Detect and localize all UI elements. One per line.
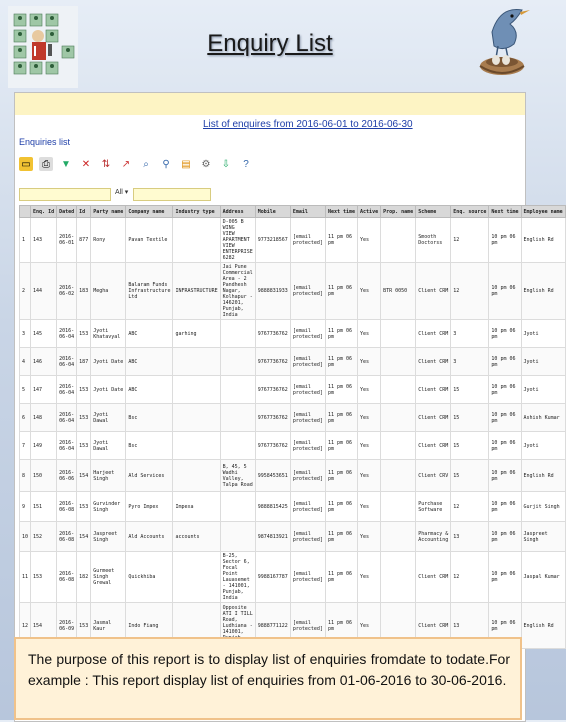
table-cell: [email protected] bbox=[290, 404, 325, 432]
table-row[interactable] bbox=[20, 218, 566, 263]
table-row[interactable] bbox=[20, 320, 566, 348]
column-header[interactable]: Active bbox=[358, 206, 381, 218]
table-cell: 12 bbox=[451, 552, 489, 603]
table-cell: Yes bbox=[358, 552, 381, 603]
table-cell: 10 pm 06 pm bbox=[489, 263, 521, 320]
report-subtitle: Enquiries list bbox=[19, 137, 71, 147]
table-cell: Yes bbox=[358, 460, 381, 492]
table-cell: Yes bbox=[358, 432, 381, 460]
table-row[interactable] bbox=[20, 460, 566, 492]
table-cell: Client CRM bbox=[416, 552, 451, 603]
enquiries-table bbox=[19, 205, 566, 649]
table-cell bbox=[173, 376, 220, 404]
table-cell: 145 bbox=[31, 320, 57, 348]
column-header[interactable]: Email bbox=[290, 206, 325, 218]
table-cell: Jyoti Dawal bbox=[91, 432, 126, 460]
table-cell: Jyoti Khatavyal bbox=[91, 320, 126, 348]
table-cell: [email protected] bbox=[290, 432, 325, 460]
table-cell: 151 bbox=[31, 492, 57, 522]
table-cell: ABC bbox=[126, 376, 173, 404]
table-cell bbox=[173, 348, 220, 376]
table-cell: 11 pm 06 pm bbox=[325, 376, 357, 404]
table-cell: B, 45, 5 Wadhi Valley, Talpa Road bbox=[220, 460, 255, 492]
search-icon[interactable]: ⚲ bbox=[162, 158, 170, 170]
table-cell: Client CRM bbox=[416, 603, 451, 649]
table-cell: English Rd bbox=[521, 218, 565, 263]
table-cell bbox=[381, 218, 416, 263]
table-cell: 149 bbox=[31, 432, 57, 460]
table-cell: B-25, Sector 6, Focal Point Lauasemet - 141001, Punjab, India bbox=[220, 552, 255, 603]
table-cell: 9767736762 bbox=[255, 320, 290, 348]
table-cell: Pyro Impex bbox=[126, 492, 173, 522]
table-cell: 9988167787 bbox=[255, 552, 290, 603]
table-cell: 10 pm 06 pm bbox=[489, 348, 521, 376]
table-cell: Ashish Kumar bbox=[521, 404, 565, 432]
table-cell: 153 bbox=[77, 603, 91, 649]
table-cell: 1 bbox=[20, 218, 31, 263]
table-cell: 2016-06-08 bbox=[57, 522, 77, 552]
table-cell: Gurvinder Singh bbox=[91, 492, 126, 522]
table-cell: ABC bbox=[126, 348, 173, 376]
description-note: The purpose of this report is to display list of enquiries fromdate to todate.For example : This report display list of enquiries from 01-06-2016 to 30-06-2016. bbox=[14, 637, 522, 720]
table-cell: BTR 0050 bbox=[381, 263, 416, 320]
table-cell: English Rd bbox=[521, 603, 565, 649]
table-cell: [email protected] bbox=[290, 263, 325, 320]
table-cell bbox=[173, 404, 220, 432]
bird-nest-logo-icon bbox=[470, 2, 534, 86]
column-header[interactable] bbox=[20, 206, 31, 218]
table-cell: 9767736762 bbox=[255, 404, 290, 432]
table-cell: Yes bbox=[358, 263, 381, 320]
column-header[interactable]: Next time bbox=[489, 206, 521, 218]
column-header[interactable]: Enq. source bbox=[451, 206, 489, 218]
table-cell: Impexa bbox=[173, 492, 220, 522]
table-cell: 150 bbox=[31, 460, 57, 492]
table-cell: 11 pm 06 pm bbox=[325, 263, 357, 320]
table-cell: Yes bbox=[358, 376, 381, 404]
table-cell bbox=[220, 432, 255, 460]
table-row[interactable] bbox=[20, 348, 566, 376]
table-cell: 8 bbox=[20, 460, 31, 492]
table-cell bbox=[381, 552, 416, 603]
table-cell: 4 bbox=[20, 348, 31, 376]
table-cell: INFRASTRUCTURE bbox=[173, 263, 220, 320]
table-cell: 147 bbox=[31, 376, 57, 404]
table-cell: ABC bbox=[126, 320, 173, 348]
table-cell: 153 bbox=[77, 492, 91, 522]
table-cell: 7 bbox=[20, 432, 31, 460]
table-cell: 3 bbox=[20, 320, 31, 348]
table-cell: Client CRV bbox=[416, 460, 451, 492]
table-cell: Harjeet Singh bbox=[91, 460, 126, 492]
table-cell: Jyoti Date bbox=[91, 348, 126, 376]
table-cell: Client CRM bbox=[416, 432, 451, 460]
table-cell: Gurjit Singh bbox=[521, 492, 565, 522]
help-icon[interactable]: ? bbox=[243, 158, 249, 170]
table-cell: Jyoti bbox=[521, 376, 565, 404]
table-cell: 12 bbox=[451, 218, 489, 263]
table-cell: 146 bbox=[31, 348, 57, 376]
table-cell: [email protected] bbox=[290, 348, 325, 376]
export-icon[interactable]: ↗ bbox=[121, 158, 131, 170]
column-header[interactable]: Address bbox=[220, 206, 255, 218]
table-cell: 148 bbox=[31, 404, 57, 432]
table-cell: Jai Pune Commercial Area - 2 Pandhesh Nagar, Kolhapur - 146201, Punjab, India bbox=[220, 263, 255, 320]
column-header[interactable]: Next time bbox=[325, 206, 357, 218]
table-cell: 12 bbox=[20, 603, 31, 649]
table-cell bbox=[220, 376, 255, 404]
table-cell: 11 pm 06 pm bbox=[325, 460, 357, 492]
table-cell: 877 bbox=[77, 218, 91, 263]
table-cell: 9888771122 bbox=[255, 603, 290, 649]
table-cell: 9874813921 bbox=[255, 522, 290, 552]
table-cell: 15 bbox=[451, 460, 489, 492]
table-cell: 2016-06-04 bbox=[57, 432, 77, 460]
table-cell: Jasmal Kaur bbox=[91, 603, 126, 649]
table-cell: 2016-06-04 bbox=[57, 348, 77, 376]
column-header[interactable]: Prop. name bbox=[381, 206, 416, 218]
table-cell: Indo Fiang bbox=[126, 603, 173, 649]
table-cell: 10 pm 06 pm bbox=[489, 404, 521, 432]
print-icon[interactable]: ⎙ bbox=[39, 157, 53, 171]
table-cell bbox=[173, 218, 220, 263]
table-cell: 6 bbox=[20, 404, 31, 432]
table-cell: 9958453651 bbox=[255, 460, 290, 492]
table-cell: Smooth Doctorss bbox=[416, 218, 451, 263]
table-cell: Megha bbox=[91, 263, 126, 320]
table-cell: 11 pm 06 pm bbox=[325, 492, 357, 522]
table-cell: 12 bbox=[451, 263, 489, 320]
table-cell: Jyoti bbox=[521, 348, 565, 376]
table-cell: 11 pm 06 pm bbox=[325, 432, 357, 460]
table-cell: 2016-06-04 bbox=[57, 404, 77, 432]
table-cell: 153 bbox=[31, 552, 57, 603]
table-cell: Bsc bbox=[126, 432, 173, 460]
table-cell: 154 bbox=[77, 522, 91, 552]
report-panel bbox=[14, 92, 563, 722]
table-cell: 9 bbox=[20, 492, 31, 522]
table-cell: Jaspreet Singh bbox=[521, 522, 565, 552]
column-header[interactable]: Dated bbox=[57, 206, 77, 218]
table-cell bbox=[173, 460, 220, 492]
table-cell bbox=[381, 320, 416, 348]
table-cell: 2016-06-06 bbox=[57, 460, 77, 492]
table-cell: D-005 B WING VIEW APARTMENT VIEW ENTERPRISE 6282 bbox=[220, 218, 255, 263]
table-cell: 10 pm 06 pm bbox=[489, 603, 521, 649]
table-cell: 11 pm 06 pm bbox=[325, 522, 357, 552]
download-icon[interactable]: ⇩ bbox=[221, 158, 231, 170]
table-row[interactable] bbox=[20, 263, 566, 320]
table-cell: 10 pm 06 pm bbox=[489, 320, 521, 348]
table-row[interactable] bbox=[20, 432, 566, 460]
table-cell: Ald Accounts bbox=[126, 522, 173, 552]
table-cell: 11 pm 06 pm bbox=[325, 404, 357, 432]
table-cell: [email protected] bbox=[290, 522, 325, 552]
table-cell: 153 bbox=[77, 404, 91, 432]
table-cell: 13 bbox=[451, 603, 489, 649]
column-header[interactable]: Employee name bbox=[521, 206, 565, 218]
table-cell: Jaspal Kumar bbox=[521, 552, 565, 603]
table-cell: 3 bbox=[451, 320, 489, 348]
table-cell: [email protected] bbox=[290, 460, 325, 492]
table-row[interactable] bbox=[20, 404, 566, 432]
search-input[interactable] bbox=[19, 188, 111, 201]
filter-icon[interactable]: ▼ bbox=[61, 158, 71, 170]
table-cell bbox=[173, 552, 220, 603]
table-cell bbox=[220, 320, 255, 348]
document-icon[interactable]: ▤ bbox=[181, 158, 191, 170]
table-cell: 11 pm 06 pm bbox=[325, 320, 357, 348]
column-header[interactable]: Industry type bbox=[173, 206, 220, 218]
table-cell: Yes bbox=[358, 320, 381, 348]
table-cell: 187 bbox=[77, 348, 91, 376]
table-cell: 2016-06-01 bbox=[57, 218, 77, 263]
table-cell: Pavan Textile bbox=[126, 218, 173, 263]
table-cell: Client CRM bbox=[416, 263, 451, 320]
table-cell: 9767736762 bbox=[255, 348, 290, 376]
table-cell: Quickhiba bbox=[126, 552, 173, 603]
table-cell bbox=[381, 376, 416, 404]
table-cell: 143 bbox=[31, 218, 57, 263]
column-header[interactable]: Mobile bbox=[255, 206, 290, 218]
table-cell bbox=[381, 522, 416, 552]
table-cell: 12 bbox=[451, 492, 489, 522]
table-cell: Jyoti bbox=[521, 320, 565, 348]
table-cell: Bsc bbox=[126, 404, 173, 432]
table-cell: Purchase Software bbox=[416, 492, 451, 522]
settings-icon[interactable]: ⚙ bbox=[201, 158, 211, 170]
table-cell: 153 bbox=[77, 376, 91, 404]
find-icon[interactable]: ⌕ bbox=[143, 158, 149, 170]
table-cell: Yes bbox=[358, 603, 381, 649]
column-header[interactable]: Enq. Id bbox=[31, 206, 57, 218]
table-cell: 10 pm 06 pm bbox=[489, 492, 521, 522]
table-cell: [email protected] bbox=[290, 603, 325, 649]
delete-icon[interactable]: ✕ bbox=[81, 158, 91, 170]
table-cell bbox=[220, 348, 255, 376]
table-cell: Yes bbox=[358, 522, 381, 552]
table-cell: [email protected] bbox=[290, 552, 325, 603]
report-toolbar bbox=[19, 157, 253, 171]
table-cell bbox=[220, 522, 255, 552]
table-cell bbox=[381, 432, 416, 460]
table-cell: 154 bbox=[31, 603, 57, 649]
table-cell: Client CRM bbox=[416, 348, 451, 376]
table-cell: Pharmacy & Accounting bbox=[416, 522, 451, 552]
table-cell: 3 bbox=[451, 348, 489, 376]
table-cell: 9888831933 bbox=[255, 263, 290, 320]
table-cell: 15 bbox=[451, 376, 489, 404]
table-cell: Jyoti Date bbox=[91, 376, 126, 404]
table-cell: 182 bbox=[77, 552, 91, 603]
table-cell: Jyoti Dawal bbox=[91, 404, 126, 432]
table-cell: Ald Services bbox=[126, 460, 173, 492]
table-cell: [email protected] bbox=[290, 320, 325, 348]
table-cell: 10 bbox=[20, 522, 31, 552]
table-cell: English Rd bbox=[521, 460, 565, 492]
table-cell: 2016-06-08 bbox=[57, 492, 77, 522]
table-cell: 2016-06-02 bbox=[57, 263, 77, 320]
sort-icon[interactable]: ⇅ bbox=[101, 158, 111, 170]
table-cell: 5 bbox=[20, 376, 31, 404]
table-cell: Yes bbox=[358, 218, 381, 263]
table-cell bbox=[381, 492, 416, 522]
table-row[interactable] bbox=[20, 492, 566, 522]
table-cell: [email protected] bbox=[290, 492, 325, 522]
table-cell: 10 pm 06 pm bbox=[489, 522, 521, 552]
table-cell: [email protected] bbox=[290, 376, 325, 404]
table-cell: 11 bbox=[20, 552, 31, 603]
table-cell: 15 bbox=[451, 404, 489, 432]
column-header[interactable]: Scheme bbox=[416, 206, 451, 218]
table-cell: accounts bbox=[173, 522, 220, 552]
open-folder-icon[interactable]: ▭ bbox=[19, 157, 33, 171]
table-cell: 154 bbox=[77, 460, 91, 492]
column-header[interactable]: Id bbox=[77, 206, 91, 218]
table-cell bbox=[173, 432, 220, 460]
table-cell: Gurmeet Singh Grewal bbox=[91, 552, 126, 603]
table-row[interactable] bbox=[20, 522, 566, 552]
table-cell: Jaspreet Singh bbox=[91, 522, 126, 552]
table-cell: 11 pm 06 pm bbox=[325, 552, 357, 603]
report-title[interactable]: List of enquires from 2016-06-01 to 2016-06-30 bbox=[203, 119, 413, 130]
table-cell: 183 bbox=[77, 263, 91, 320]
table-cell: Yes bbox=[358, 492, 381, 522]
table-cell: 9773218567 bbox=[255, 218, 290, 263]
table-cell: 10 pm 06 pm bbox=[489, 218, 521, 263]
table-cell: 2016-06-04 bbox=[57, 320, 77, 348]
table-cell: Balaram Funds Infrastructure Ltd bbox=[126, 263, 173, 320]
filter-select[interactable]: All ▾ bbox=[115, 189, 129, 196]
table-cell: 11 pm 06 pm bbox=[325, 218, 357, 263]
table-cell: 153 bbox=[77, 432, 91, 460]
table-cell: 152 bbox=[31, 522, 57, 552]
table-cell: garhing bbox=[173, 320, 220, 348]
table-cell bbox=[220, 404, 255, 432]
table-cell: 2016-06-08 bbox=[57, 552, 77, 603]
table-cell: Yes bbox=[358, 348, 381, 376]
column-header[interactable]: Party name bbox=[91, 206, 126, 218]
table-cell: Opposite ATI I TILL Road, Ludhiana - 141001, bbox=[220, 603, 255, 649]
table-cell bbox=[381, 404, 416, 432]
column-header[interactable]: Company name bbox=[126, 206, 173, 218]
table-cell: 9767736762 bbox=[255, 432, 290, 460]
table-cell: 11 pm 06 pm bbox=[325, 603, 357, 649]
table-row[interactable] bbox=[20, 376, 566, 404]
table-row[interactable] bbox=[20, 552, 566, 603]
table-cell: 2 bbox=[20, 263, 31, 320]
table-cell: 10 pm 06 pm bbox=[489, 432, 521, 460]
report-header-bar bbox=[15, 93, 525, 115]
table-cell: 13 bbox=[451, 522, 489, 552]
table-cell bbox=[381, 460, 416, 492]
table-cell: [email protected] bbox=[290, 218, 325, 263]
table-cell: Jyoti bbox=[521, 432, 565, 460]
table-cell: Client CRM bbox=[416, 320, 451, 348]
table-cell: 10 pm 06 pm bbox=[489, 552, 521, 603]
table-cell: English Rd bbox=[521, 263, 565, 320]
table-cell: 11 pm 06 pm bbox=[325, 348, 357, 376]
table-cell: 15 bbox=[451, 432, 489, 460]
table-cell: 2016-06-09 bbox=[57, 603, 77, 649]
table-cell: Client CRM bbox=[416, 376, 451, 404]
filter-value-input[interactable] bbox=[133, 188, 211, 201]
table-cell: 153 bbox=[77, 320, 91, 348]
table-cell: Yes bbox=[358, 404, 381, 432]
table-cell: 144 bbox=[31, 263, 57, 320]
table-cell bbox=[381, 348, 416, 376]
table-cell: 10 pm 06 pm bbox=[489, 460, 521, 492]
table-cell: 2016-06-04 bbox=[57, 376, 77, 404]
table-cell: Client CRM bbox=[416, 404, 451, 432]
table-cell: 9767736762 bbox=[255, 376, 290, 404]
table-cell bbox=[220, 492, 255, 522]
slide-title: Enquiry List bbox=[207, 30, 333, 57]
table-cell: Rony bbox=[91, 218, 126, 263]
table-cell: 10 pm 06 pm bbox=[489, 376, 521, 404]
table-cell: 9888815425 bbox=[255, 492, 290, 522]
